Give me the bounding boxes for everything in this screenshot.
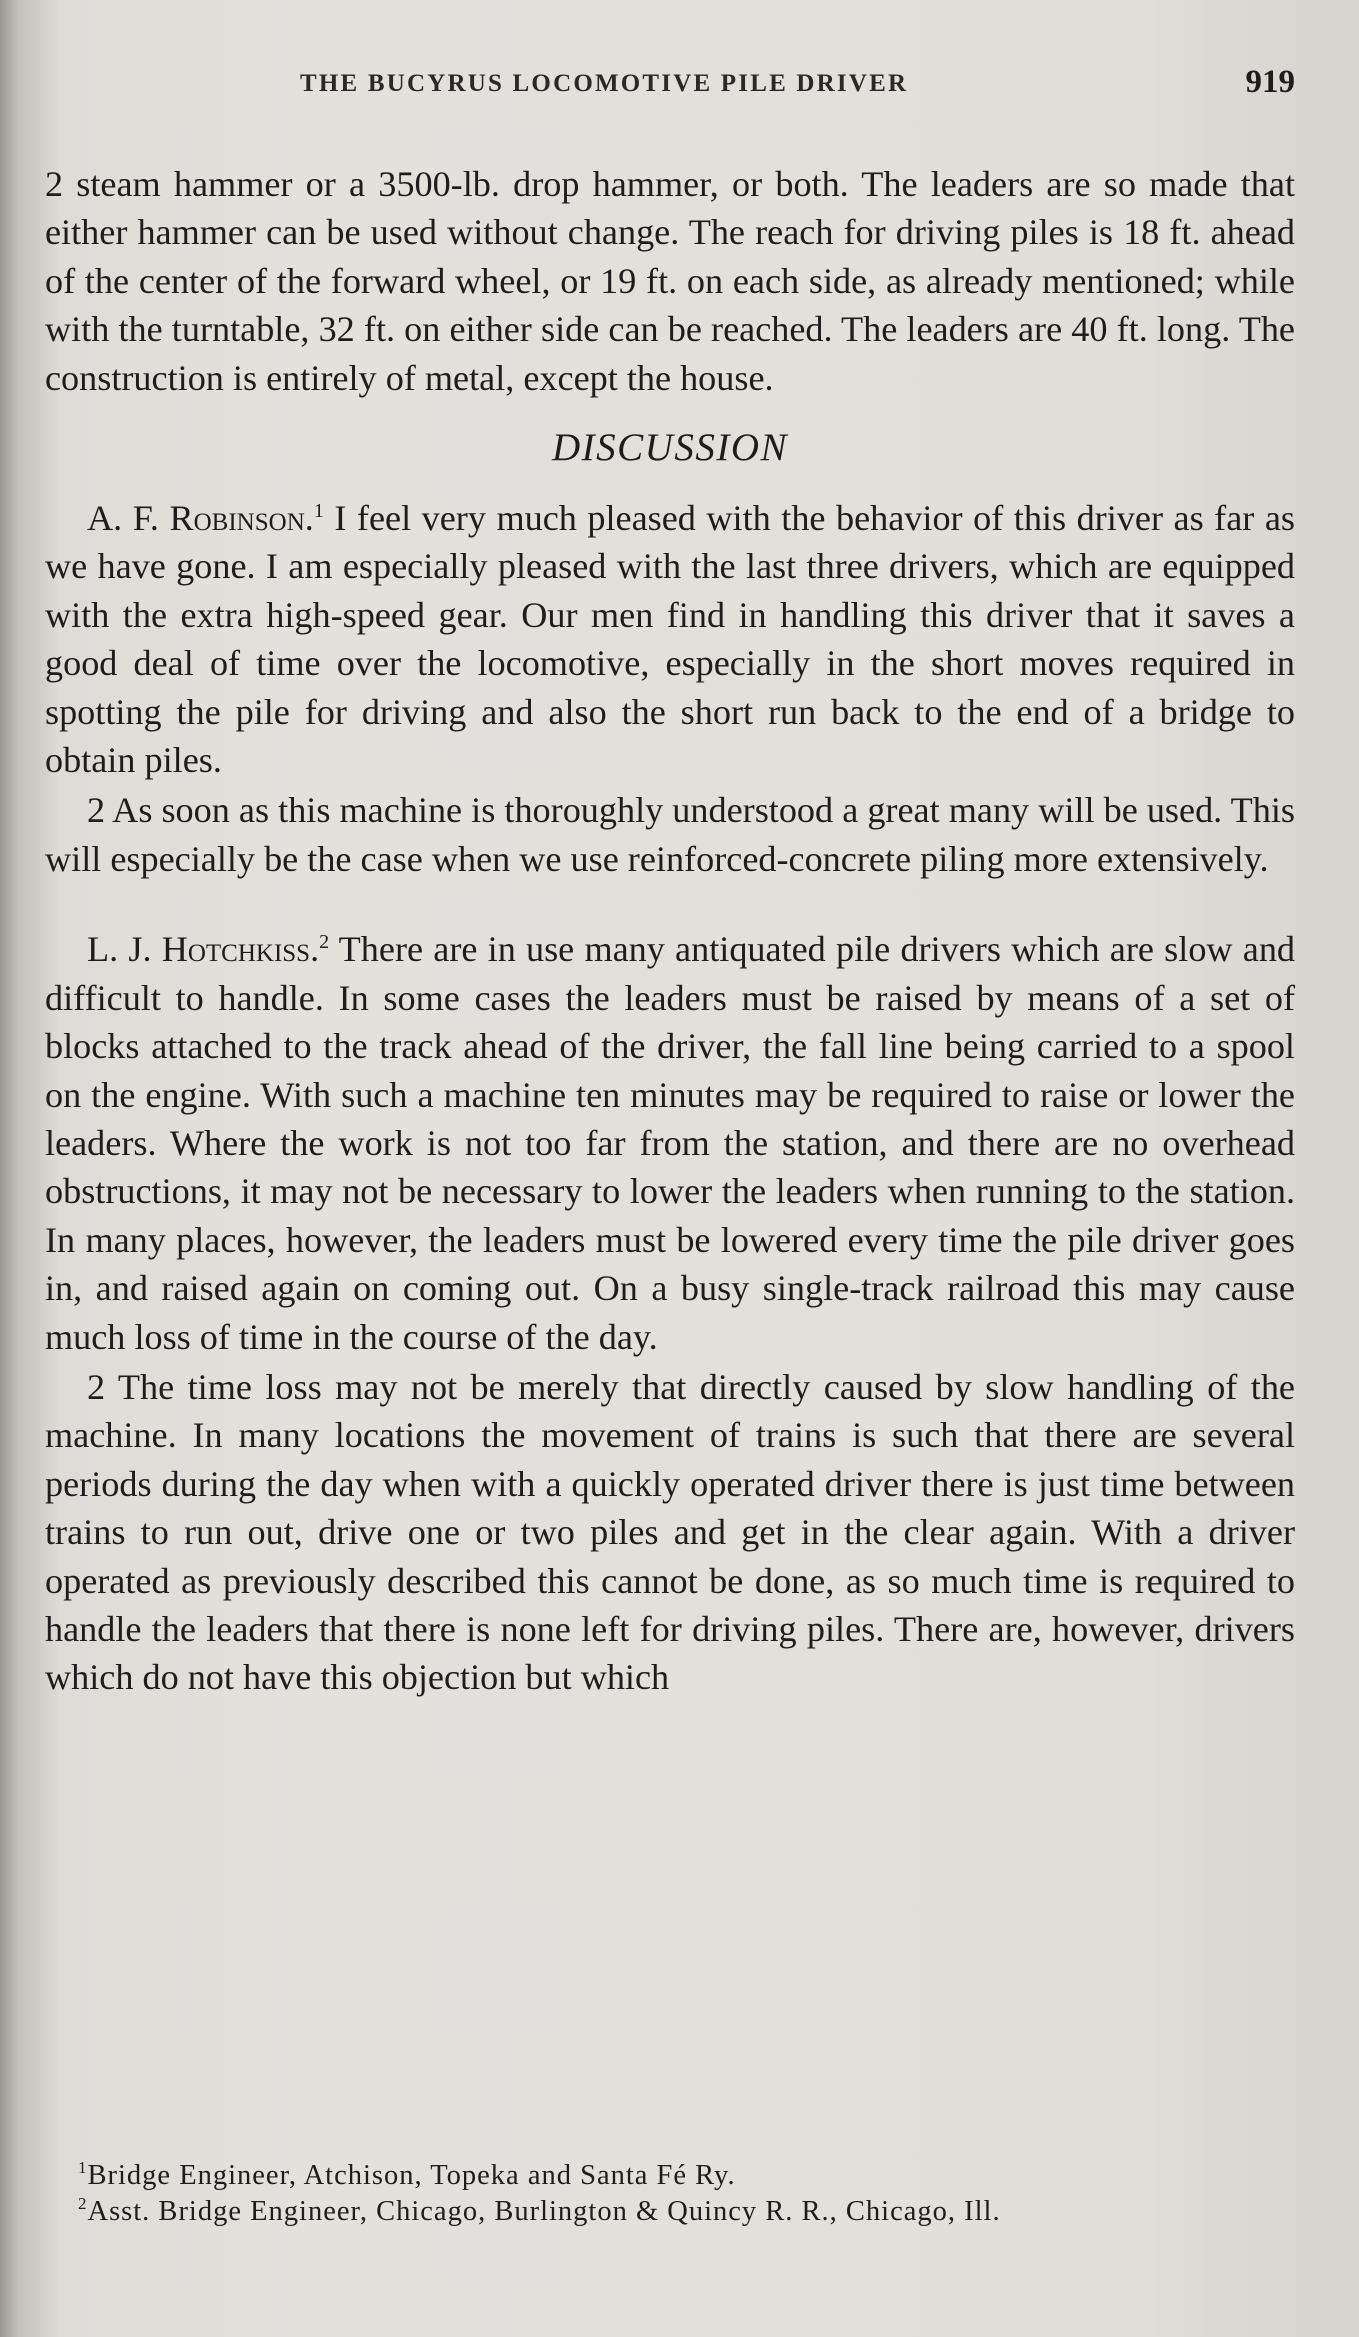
paragraph-text: There are in use many antiquated pile drivers which are slow and difficult to handle. In some cases the leaders must be raised by means of a set of blocks attached to the track ahead of the driver, the fall line being carried to a spool on the engine. With such a machine ten minutes may be required to raise or lower the leaders. Where the work is not too far from the station, and there are no overhead obstructions, it may not be necessary to lower the leaders when running to the station. In many places, however, the leaders must be lowered every time the pile driver goes in, and raised again on coming out. On a busy single-track railroad this may cause much loss of time in the course of the day. [45, 929, 1296, 1357]
running-head: THE BUCYRUS LOCOMOTIVE PILE DRIVER [300, 70, 909, 97]
page-number: 919 [1245, 64, 1295, 100]
body-text [45, 160, 1295, 1702]
intro-paragraph: 2 steam hammer or a 3500-lb. drop hammer, or both. The leaders are so made that either hammer can be used without change. The reach for driving piles is 18 ft. ahead of the center of the forward wheel, or 19 ft. on each side, as already mentioned; while with the turntable, 32 ft. on either side can be reached. The leaders are 40 ft. long. The construction is entirely of metal, except the house. [45, 164, 1295, 398]
footnote-text: Asst. Bridge Engineer, Chicago, Burlington & Quincy R. R., Chicago, Ill. [87, 2196, 1001, 2227]
discussant-name: A. F. Robinson. [87, 498, 314, 539]
footnote-text: Bridge Engineer, Atchison, Topeka and Santa Fé Ry. [87, 2160, 736, 2191]
paragraph-text: I feel very much pleased with the behavior of this driver as far as we have gone. I am especially pleased with the last three drivers, which are equipped with the extra high-speed gear. Our men find in handling this driver that it saves a good deal of time over the locomotive, especially in the short moves required in spotting the pile for driving and also the short run back to the end of a bridge to obtain piles. [45, 498, 1296, 781]
footnote-mark: 1 [78, 2158, 88, 2177]
robinson-paragraph-1 [45, 494, 1295, 784]
footnotes [78, 2158, 1298, 2230]
page-header [300, 64, 1295, 110]
footnote-mark: 2 [319, 931, 330, 954]
robinson-paragraph-2: 2 As soon as this machine is thoroughly understood a great many will be used. This will especially be the case when we use reinforced-concrete piling more extensively. [45, 790, 1295, 879]
footnote [78, 2194, 1298, 2230]
section-heading: DISCUSSION [552, 426, 788, 470]
footnote-mark: 1 [313, 500, 324, 523]
discussant-name: L. J. Hotchkiss. [87, 929, 320, 970]
footnote [78, 2158, 1298, 2194]
footnote-mark: 2 [78, 2194, 88, 2213]
hotchkiss-paragraph-1 [45, 925, 1295, 1361]
hotchkiss-paragraph-2: 2 The time loss may not be merely that directly caused by slow handling of the machine. In many locations the movement of trains is such that there are several periods during the day when with a quickly operated driver there is just time between trains to run out, drive one or two piles and get in the clear again. With a driver operated as previously described this cannot be done, as so much time is required to handle the leaders that there is none left for driving piles. There are, however, drivers which do not have this objection but which [45, 1366, 1295, 1698]
